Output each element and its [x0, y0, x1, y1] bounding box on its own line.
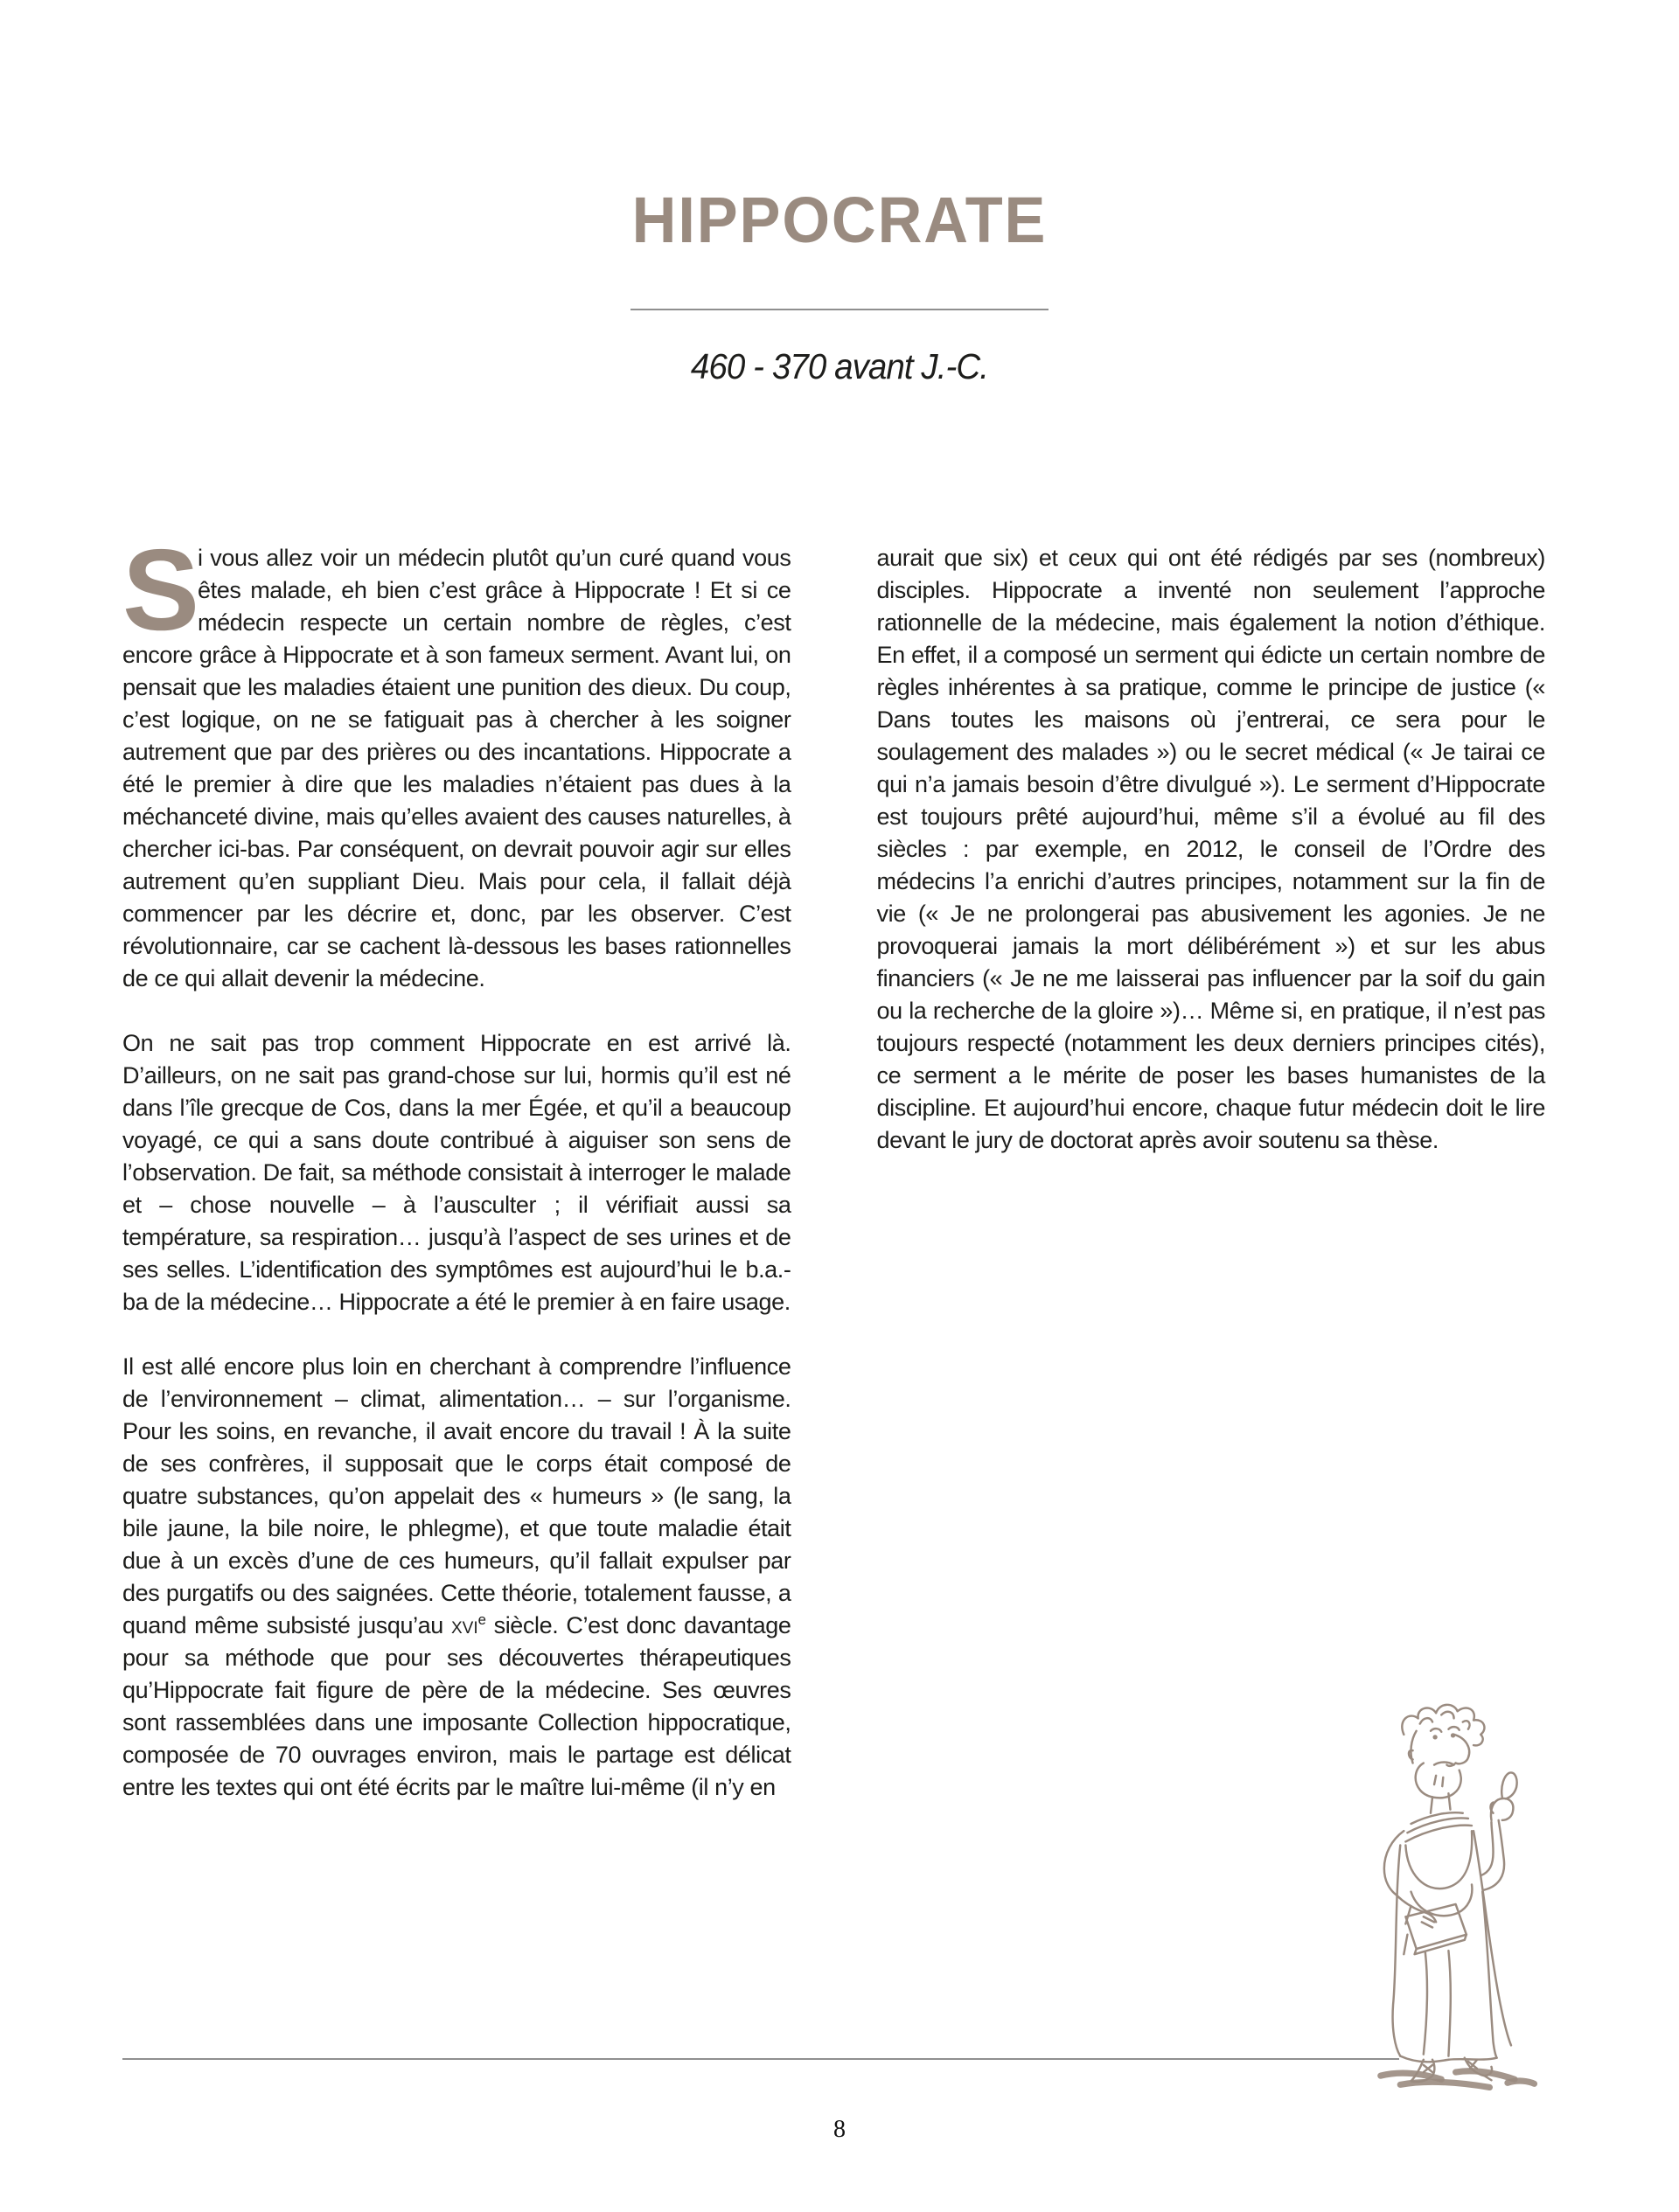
right-column [877, 542, 1546, 1804]
paragraph-2: On ne sait pas trop comment Hippocrate en est arrivé là. D’ailleurs, on ne sait pas grand-chose sur lui, hormis qu’il est né dans l’île grecque de Cos, dans la mer Égée, et qu’il a beaucoup voyagé, ce qui a sans doute contribué à aiguiser son sens de l’observation. De fait, sa méthode consistait à interroger le malade et – chose nouvelle – à l’ausculter ; il vérifiait aussi sa température, sa respiration… jusqu’à l’aspect de ses urines et de ses selles. L’identification des symptômes est aujourd’hui le b.a.-ba de la médecine… Hippocrate a été le premier à en faire usage. [122, 1030, 791, 1316]
page-title: HIPPOCRATE [631, 184, 1048, 256]
subtitle-dates: 460 - 370 avant J.-C. [690, 346, 989, 386]
title-divider [630, 309, 1049, 310]
footer-divider [122, 2058, 1399, 2060]
drop-cap: S [122, 525, 199, 655]
hippocrates-illustration [1348, 1701, 1554, 2111]
century-superscript: e [477, 1611, 486, 1629]
paragraph-3-text-after: siècle. C’est donc davantage pour sa méthode que pour ses découvertes thérapeutiques qu’Hippocrate fait figure de père de la médecine. Ses œuvres sont rassemblées dans une imposante Collection hippocratique, composée de 70 ouvrages environ, mais le partage est délicat entre les textes qui ont été écrits par le maître lui-même (il n’y en [122, 1612, 791, 1801]
page-number: 8 [833, 2116, 846, 2143]
paragraph-3 [122, 1351, 791, 1804]
paragraph-3-text: Il est allé encore plus loin en cherchant à comprendre l’influence de l’environnement – climat, alimentation… – sur l’organisme. Pour les soins, en revanche, il avait encore du travail ! À la suite de ses confrères, il supposait que le corps était composé de quatre substances, qu’on appelait des « humeurs » (le sang, la bile jaune, la bile noire, le phlegme), et que toute maladie était due à un excès d’une de ces humeurs, qu’il fallait expulser par des purgatifs ou des saignées. Cette théorie, totalement fausse, a quand même subsisté jusqu’au [122, 1353, 791, 1639]
paragraph-4: aurait que six) et ceux qui ont été rédigés par ses (nombreux) disciples. Hippocrate a inventé non seulement l’approche rationnelle de la médecine, mais également la notion d’éthique. En effet, il a composé un serment qui édicte un certain nombre de règles inhérentes à sa pratique, comme le principe de justice (« Dans toutes les maisons où j’entrerai, ce sera pour le soulagement des malades ») ou le secret médical (« Je tairai ce qui n’a jamais besoin d’être divulgué »). Le serment d’Hippocrate est toujours prêté aujourd’hui, même s’il a évolué au fil des siècles : par exemple, en 2012, le conseil de l’Ordre des médecins l’a enrichi d’autres principes, notamment sur la fin de vie (« Je ne prolongerai pas abusivement les agonies. Je ne provoquerai jamais la mort délibérément ») et sur les abus financiers (« Je ne me laisserai pas influencer par la soif du gain ou la recherche de la gloire »)… Même si, en pratique, il n’est pas toujours respecté (notamment les deux derniers principes cités), ce serment a le mérite de poser les bases humanistes de la discipline. Et aujourd’hui encore, chaque futur médecin doit le lire devant le jury de doctorat après avoir soutenu sa thèse. [876, 545, 1545, 1154]
left-column [122, 525, 791, 1804]
page-header [0, 0, 1679, 388]
paragraph-1-text: i vous allez voir un médecin plutôt qu’un curé quand vous êtes malade, eh bien c’est grâce à Hippocrate ! Et si ce médecin respecte un certain nombre de règles, c’est encore grâce à Hippocrate et à son fameux serment. Avant lui, on pensait que les maladies étaient une punition des dieux. Du coup, c’est logique, on ne se fatiguait pas à chercher à les soigner autrement que par des prières ou des incantations. Hippocrate a été le premier à dire que les maladies n’étaient pas dues à la méchanceté divine, mais qu’elles avaient des causes naturelles, à chercher ici-bas. Par conséquent, on devrait pouvoir agir sur elles autrement qu’en suppliant Dieu. Mais pour cela, il fallait déjà commencer par les décrire et, donc, par les observer. C’est révolutionnaire, car se cachent là-dessous les bases rationnelles de ce qui allait devenir la médecine. [122, 545, 791, 992]
century-smallcaps: xvi [450, 1612, 478, 1639]
paragraph-1 [122, 525, 791, 995]
article-body [122, 525, 1545, 1804]
